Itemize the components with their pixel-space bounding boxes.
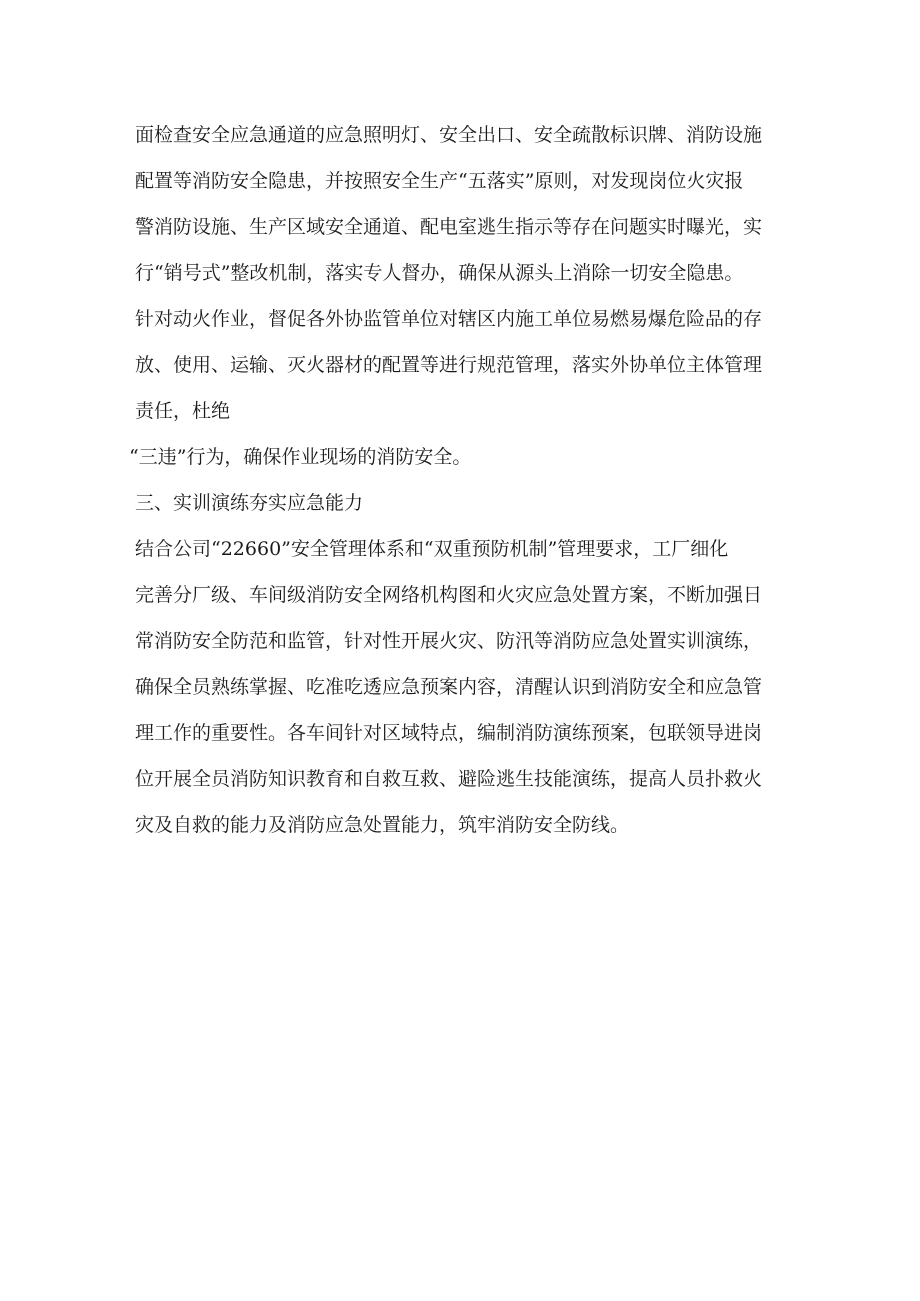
section-heading: 三、实训演练夯实应急能力 [135, 492, 364, 514]
text-line: 面检查安全应急通道的应急照明灯、安全出口、安全疏散标识牌、消防设施 [135, 124, 763, 146]
text-line: 理工作的重要性。各车间针对区域特点，编制消防演练预案，包联领导进岗 [135, 722, 763, 744]
text-line: 常消防安全防范和监管，针对性开展火灾、防汛等消防应急处置实训演练， [135, 630, 763, 652]
text-line: 确保全员熟练掌握、吃准吃透应急预案内容，清醒认识到消防安全和应急管 [135, 676, 763, 698]
text-line: 行“销号式”整改机制，落实专人督办，确保从源头上消除一切安全隐患。 [135, 262, 744, 284]
text-line: 责任，杜绝 [135, 400, 231, 422]
document-body [129, 112, 825, 848]
text-line: 位开展全员消防知识教育和自救互救、避险逃生技能演练，提高人员扑救火 [135, 768, 763, 790]
text-line: 放、使用、运输、灭火器材的配置等进行规范管理，落实外协单位主体管理 [135, 354, 763, 376]
text-line: 针对动火作业，督促各外协监管单位对辖区内施工单位易燃易爆危险品的存 [135, 308, 763, 330]
text-line: 完善分厂级、车间级消防安全网络机构图和火灾应急处置方案，不断加强日 [135, 584, 763, 606]
text-line: “三违”行为，确保作业现场的消防安全。 [129, 446, 472, 468]
text-line: 配置等消防安全隐患，并按照安全生产“五落实”原则，对发现岗位火灾报 [135, 170, 744, 192]
text-line: 结合公司“22660”安全管理体系和“双重预防机制”管理要求，工厂细化 [135, 538, 729, 560]
text-line: 灾及自救的能力及消防应急处置能力，筑牢消防安全防线。 [135, 814, 630, 836]
text-line: 警消防设施、生产区域安全通道、配电室逃生指示等存在问题实时曝光，实 [135, 216, 763, 238]
